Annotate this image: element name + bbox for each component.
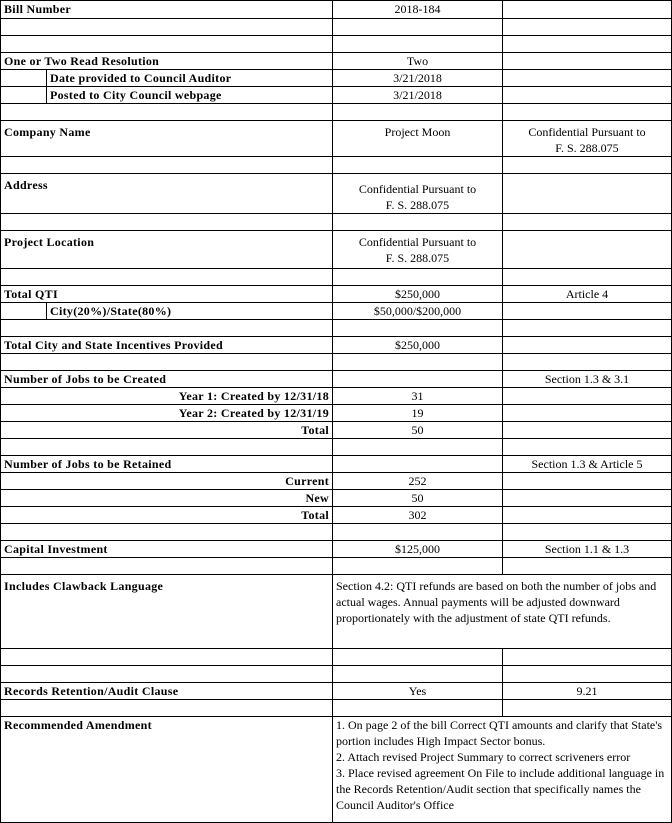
bill-number-value: 2018-184 bbox=[333, 1, 503, 19]
row-qti-split bbox=[1, 303, 672, 320]
spacer-row bbox=[1, 36, 672, 53]
jobs-year2-value: 19 bbox=[333, 405, 503, 422]
row-jobs-new bbox=[1, 490, 672, 507]
jobs-created-label: Number of Jobs to be Created bbox=[1, 371, 333, 388]
amendment-item-3: 3. Place revised agreement On File to include additional language in the Records Retention/Audit section that specifically names the Council Auditor's Office bbox=[336, 766, 665, 812]
jobs-retained-ref: Section 1.3 & Article 5 bbox=[503, 456, 672, 473]
row-bill-number bbox=[1, 1, 672, 19]
date-web-label: Posted to City Council webpage bbox=[47, 87, 333, 104]
qti-label: Total QTI bbox=[1, 286, 333, 303]
row-date-web bbox=[1, 87, 672, 104]
company-value: Project Moon bbox=[333, 121, 503, 157]
records-ref: 9.21 bbox=[503, 683, 672, 700]
records-value: Yes bbox=[333, 683, 503, 700]
jobs-year2-label: Year 2: Created by 12/31/19 bbox=[1, 405, 333, 422]
row-clawback bbox=[1, 575, 672, 649]
jobs-created-ref: Section 1.3 & 3.1 bbox=[503, 371, 672, 388]
location-line1: Confidential Pursuant to bbox=[358, 235, 477, 249]
row-incentives bbox=[1, 337, 672, 354]
date-auditor-value: 3/21/2018 bbox=[333, 70, 503, 87]
row-capital bbox=[1, 541, 672, 558]
amendment-item-2: 2. Attach revised Project Summary to correct scriveners error bbox=[336, 750, 631, 764]
jobs-created-total-value: 50 bbox=[333, 422, 503, 439]
jobs-year1-value: 31 bbox=[333, 388, 503, 405]
empty-cell bbox=[503, 1, 672, 19]
row-total-qti bbox=[1, 286, 672, 303]
jobs-created-total-label: Total bbox=[1, 422, 333, 439]
spacer-row bbox=[1, 649, 672, 666]
amendment-item-1: 1. On page 2 of the bill Correct QTI amounts and clarify that State's portion includes High Impact Sector bonus. bbox=[336, 718, 663, 748]
row-jobs-created-total bbox=[1, 422, 672, 439]
spacer-row bbox=[1, 320, 672, 337]
incentives-label: Total City and State Incentives Provided bbox=[1, 337, 333, 354]
row-jobs-current bbox=[1, 473, 672, 490]
spacer-row bbox=[1, 666, 672, 683]
address-value bbox=[333, 174, 503, 214]
company-label: Company Name bbox=[1, 121, 333, 157]
jobs-new-value: 50 bbox=[333, 490, 503, 507]
row-company bbox=[1, 121, 672, 157]
qti-value: $250,000 bbox=[333, 286, 503, 303]
jobs-current-label: Current bbox=[1, 473, 333, 490]
location-label: Project Location bbox=[1, 231, 333, 269]
capital-label: Capital Investment bbox=[1, 541, 333, 558]
clawback-label: Includes Clawback Language bbox=[1, 575, 333, 649]
qti-ref: Article 4 bbox=[503, 286, 672, 303]
row-resolution bbox=[1, 53, 672, 70]
row-amendment bbox=[1, 717, 672, 823]
company-note-line2: F. S. 288.075 bbox=[555, 141, 619, 155]
jobs-current-value: 252 bbox=[333, 473, 503, 490]
amendment-list bbox=[333, 717, 672, 823]
capital-value: $125,000 bbox=[333, 541, 503, 558]
clawback-text: Section 4.2: QTI refunds are based on both the number of jobs and actual wages. Annual payments will be adjusted downward proportionately with the adjustment of state QTI refunds. bbox=[333, 575, 672, 649]
jobs-retained-total-label: Total bbox=[1, 507, 333, 524]
spacer-row bbox=[1, 558, 672, 575]
spacer-row bbox=[1, 700, 672, 717]
address-line2: F. S. 288.075 bbox=[385, 198, 450, 212]
address-label: Address bbox=[1, 174, 333, 214]
capital-ref: Section 1.1 & 1.3 bbox=[503, 541, 672, 558]
qti-split-value: $50,000/$200,000 bbox=[333, 303, 503, 320]
address-line1: Confidential Pursuant to bbox=[358, 182, 477, 196]
incentives-value: $250,000 bbox=[333, 337, 503, 354]
row-jobs-year1 bbox=[1, 388, 672, 405]
resolution-value: Two bbox=[333, 53, 503, 70]
row-records bbox=[1, 683, 672, 700]
company-note-line1: Confidential Pursuant to bbox=[528, 125, 646, 139]
row-jobs-retained bbox=[1, 456, 672, 473]
qti-split-label: City(20%)/State(80%) bbox=[47, 303, 333, 320]
row-jobs-created bbox=[1, 371, 672, 388]
spacer-row bbox=[1, 439, 672, 456]
location-line2: F. S. 288.075 bbox=[385, 251, 450, 265]
row-date-auditor bbox=[1, 70, 672, 87]
jobs-retained-label: Number of Jobs to be Retained bbox=[1, 456, 333, 473]
spacer-row bbox=[1, 157, 672, 174]
spacer-row bbox=[1, 524, 672, 541]
jobs-new-label: New bbox=[1, 490, 333, 507]
bill-number-label: Bill Number bbox=[1, 1, 333, 19]
date-web-value: 3/21/2018 bbox=[333, 87, 503, 104]
date-auditor-label: Date provided to Council Auditor bbox=[47, 70, 333, 87]
row-jobs-retained-total bbox=[1, 507, 672, 524]
spacer-row bbox=[1, 19, 672, 36]
company-confidential-note bbox=[503, 121, 672, 157]
jobs-year1-label: Year 1: Created by 12/31/18 bbox=[1, 388, 333, 405]
row-jobs-year2 bbox=[1, 405, 672, 422]
spacer-row bbox=[1, 214, 672, 231]
jobs-retained-total-value: 302 bbox=[333, 507, 503, 524]
spacer-row bbox=[1, 354, 672, 371]
amendment-label: Recommended Amendment bbox=[1, 717, 333, 823]
row-address bbox=[1, 174, 672, 214]
spacer-row bbox=[1, 269, 672, 286]
row-location bbox=[1, 231, 672, 269]
location-value bbox=[333, 231, 503, 269]
records-label: Records Retention/Audit Clause bbox=[1, 683, 333, 700]
spacer-row bbox=[1, 104, 672, 121]
resolution-label: One or Two Read Resolution bbox=[1, 53, 333, 70]
